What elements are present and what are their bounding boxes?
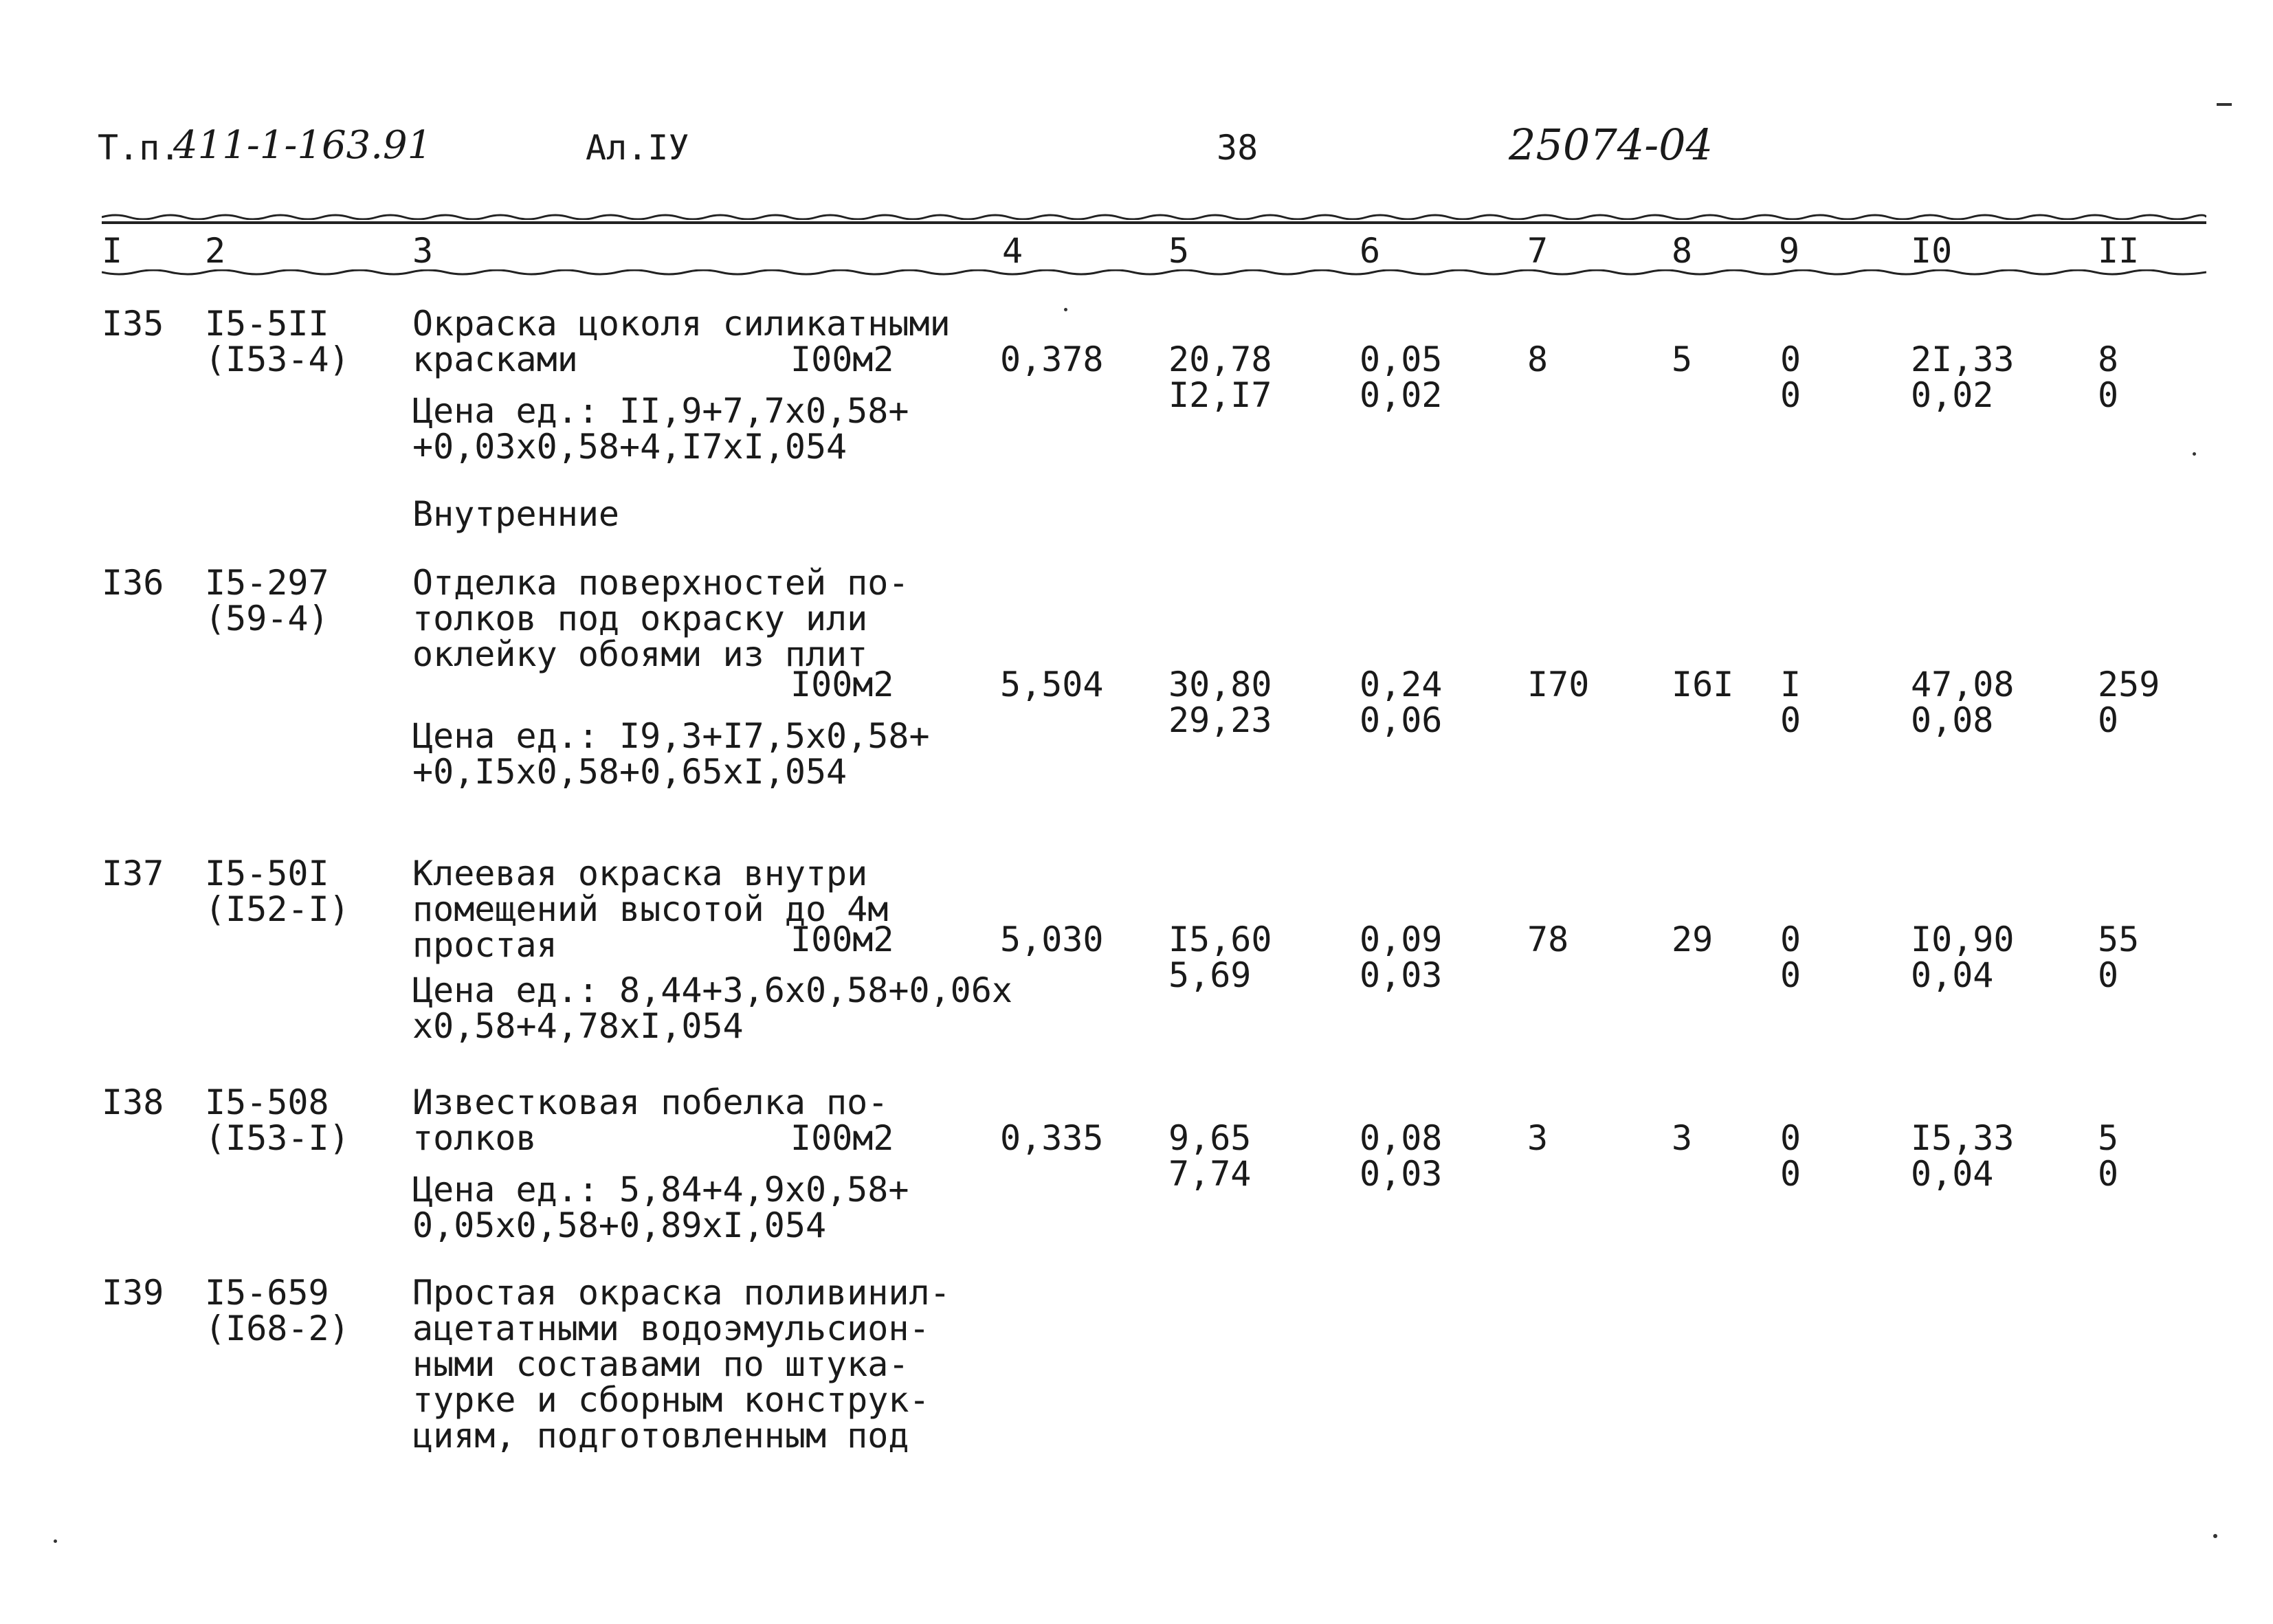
- unit-price-formula: Цена ед.: II,9+7,7х0,58+ +0,03х0,58+4,I7хI,054: [412, 391, 909, 467]
- column-11-value: 259 0: [2098, 665, 2160, 740]
- column-5-value: 20,78 I2,I7: [1168, 340, 1272, 415]
- page-number: 38: [1217, 128, 1259, 168]
- column-11-value: 8 0: [2098, 340, 2119, 415]
- document-number: 25074-04: [1509, 120, 1714, 170]
- column-7-value: 8: [1527, 340, 1549, 379]
- margin-mark: [2217, 103, 2232, 106]
- quantity: 5,030: [1000, 920, 1104, 959]
- column-10-value: 2I,33 0,02: [1911, 340, 2015, 415]
- row-number: I35: [102, 304, 164, 344]
- column-6-value: 0,05 0,02: [1360, 340, 1443, 415]
- column-number-2: 2: [205, 231, 226, 271]
- column-9-value: I 0: [1780, 665, 1801, 740]
- unit-of-measure: I00м2: [790, 340, 894, 379]
- scan-speck: [2213, 1534, 2217, 1538]
- project-code: 411-1-163.91: [173, 123, 432, 168]
- doc-prefix: Т.п.: [98, 128, 181, 168]
- column-8-value: 3: [1672, 1118, 1693, 1158]
- column-7-value: I70: [1527, 665, 1590, 704]
- unit-price-formula: Цена ед.: 8,44+3,6х0,58+0,06х х0,58+4,78хI,054: [412, 970, 1012, 1046]
- column-number-3: 3: [412, 231, 434, 271]
- column-9-value: 0 0: [1780, 1118, 1801, 1194]
- norm-code: I5-297 (59-4): [205, 563, 329, 638]
- norm-code: I5-659 (I68-2): [205, 1273, 350, 1348]
- norm-code: I5-5II (I53-4): [205, 304, 350, 379]
- column-number-6: 6: [1360, 231, 1381, 271]
- column-number-8: 8: [1672, 231, 1693, 271]
- work-description: Клеевая окраска внутри помещений высотой до 4м простая: [412, 854, 889, 965]
- column-number-4: 4: [1002, 231, 1023, 271]
- work-description: Известковая побелка по- толков: [412, 1082, 889, 1158]
- column-number-10: I0: [1911, 231, 1953, 271]
- norm-code: I5-50I (I52-I): [205, 854, 350, 929]
- unit-price-formula: Цена ед.: 5,84+4,9х0,58+ 0,05х0,58+0,89хI,054: [412, 1170, 909, 1245]
- work-description: Отделка поверхностей по- толков под окраску или оклейку обоями из плит: [412, 563, 909, 674]
- work-description: Простая окраска поливинил- ацетатными водоэмульсион- ными составами по штука- турке и сборным конструк- циям, подготовленным под: [412, 1273, 951, 1456]
- row-number: I36: [102, 563, 164, 603]
- column-8-value: 5: [1672, 340, 1693, 379]
- work-description: Окраска цоколя силикатными красками: [412, 304, 951, 379]
- header-bottom-rule: [102, 269, 2206, 276]
- unit-of-measure: I00м2: [790, 665, 894, 704]
- column-number-9: 9: [1779, 231, 1800, 271]
- unit-of-measure: I00м2: [790, 920, 894, 959]
- row-number: I38: [102, 1082, 164, 1122]
- column-10-value: I5,33 0,04: [1911, 1118, 2015, 1194]
- scan-speck: [2193, 452, 2196, 456]
- column-7-value: 78: [1527, 920, 1569, 959]
- column-7-value: 3: [1527, 1118, 1549, 1158]
- column-8-value: I6I: [1672, 665, 1734, 704]
- column-5-value: I5,60 5,69: [1168, 920, 1272, 995]
- row-number: I39: [102, 1273, 164, 1313]
- row-number: I37: [102, 854, 164, 893]
- column-10-value: I0,90 0,04: [1911, 920, 2015, 995]
- quantity: 0,335: [1000, 1118, 1104, 1158]
- column-8-value: 29: [1672, 920, 1714, 959]
- quantity: 0,378: [1000, 340, 1104, 379]
- column-number-5: 5: [1168, 231, 1190, 271]
- scan-speck: [54, 1539, 57, 1543]
- quantity: 5,504: [1000, 665, 1104, 704]
- column-number-11: II: [2098, 231, 2140, 271]
- column-5-value: 30,80 29,23: [1168, 665, 1272, 740]
- column-6-value: 0,24 0,06: [1360, 665, 1443, 740]
- scan-speck: [1064, 308, 1067, 311]
- column-6-value: 0,08 0,03: [1360, 1118, 1443, 1194]
- column-9-value: 0 0: [1780, 920, 1801, 995]
- column-11-value: 55 0: [2098, 920, 2140, 995]
- column-number-7: 7: [1527, 231, 1549, 271]
- column-6-value: 0,09 0,03: [1360, 920, 1443, 995]
- table-top-rule-2: [102, 221, 2206, 224]
- column-11-value: 5 0: [2098, 1118, 2119, 1194]
- section-heading: Внутренние: [412, 494, 620, 534]
- norm-code: I5-508 (I53-I): [205, 1082, 350, 1158]
- album-label: Ал.IУ: [586, 128, 689, 168]
- table-top-rule: [102, 213, 2206, 220]
- column-10-value: 47,08 0,08: [1911, 665, 2015, 740]
- column-5-value: 9,65 7,74: [1168, 1118, 1252, 1194]
- unit-price-formula: Цена ед.: I9,3+I7,5х0,58+ +0,I5х0,58+0,65хI,054: [412, 716, 930, 792]
- column-number-1: I: [102, 231, 123, 271]
- column-9-value: 0 0: [1780, 340, 1801, 415]
- unit-of-measure: I00м2: [790, 1118, 894, 1158]
